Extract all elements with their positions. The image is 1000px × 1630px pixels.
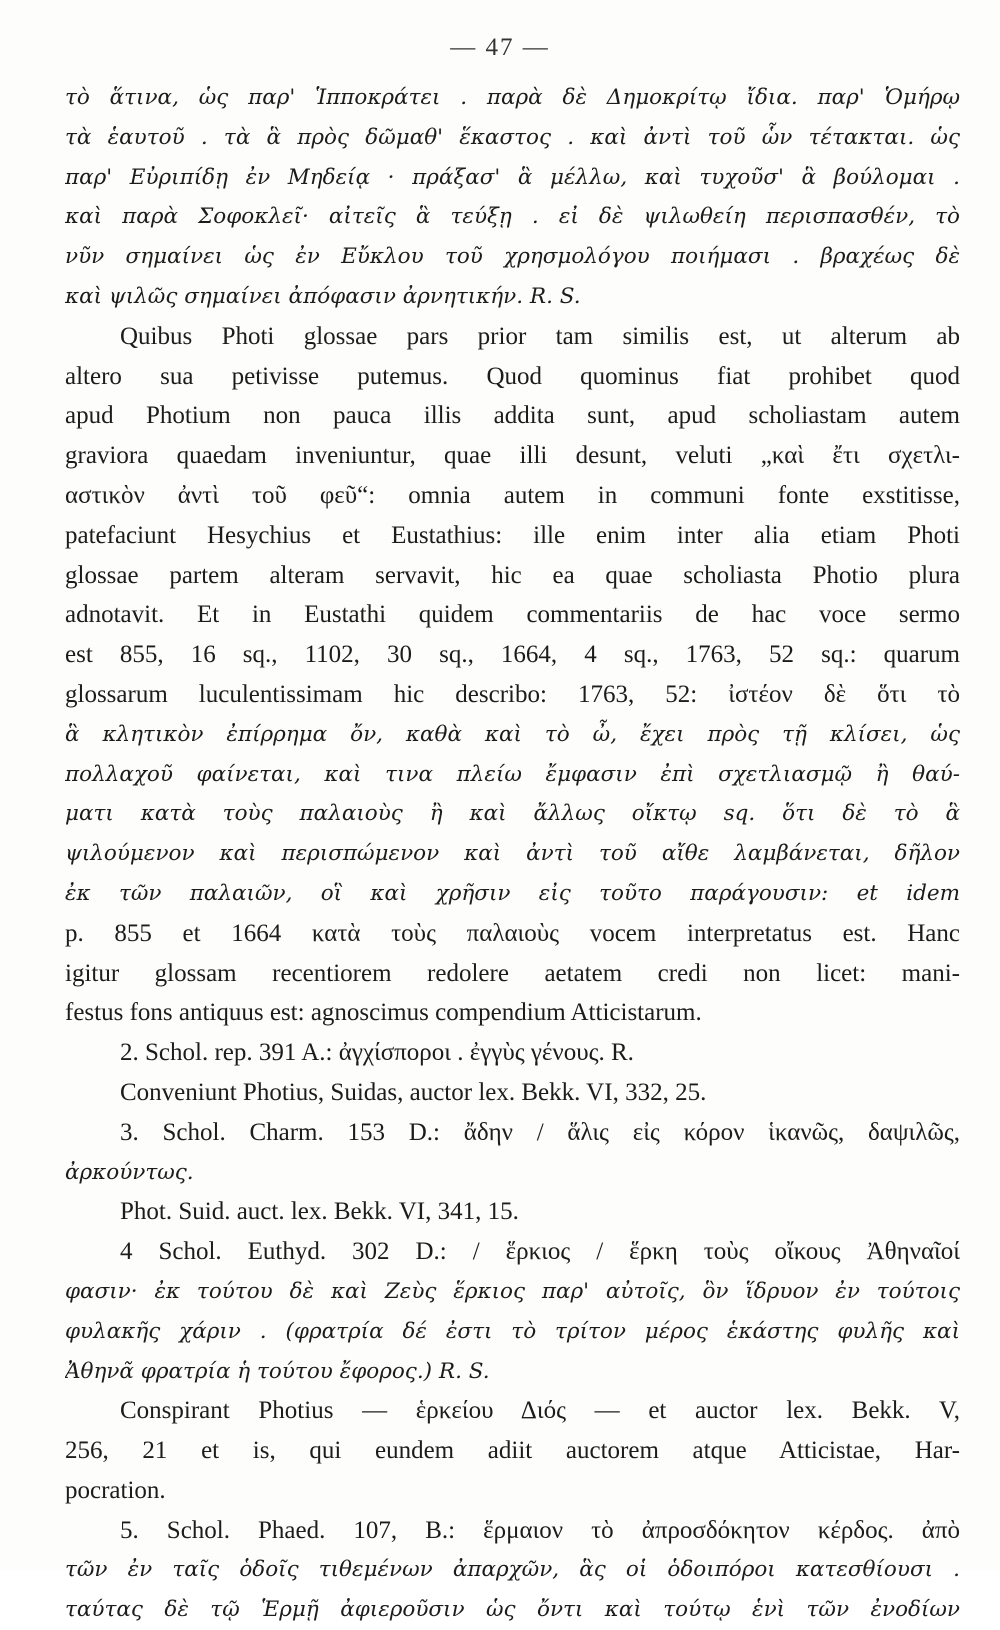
text-line: apud Photium non pauca illis addita sunt, apud scholiastam autem	[65, 402, 960, 430]
text-line: ἐκ τῶν παλαιῶν, οἳ καὶ χρῆσιν εἰς τοῦτο παράγουσιν: et idem	[65, 880, 960, 906]
text-line: 2. Schol. rep. 391 A.: ἀγχίσποροι . ἐγγὺς γένους. R.	[120, 1039, 634, 1067]
text-line: glossae partem alteram servavit, hic ea quae scholiasta Photio plura	[65, 561, 960, 589]
text-line: Quibus Photi glossae pars prior tam similis est, ut alterum ab	[120, 322, 960, 350]
text-line: τῶν ἐν ταῖς ὁδοῖς τιθεμένων ἀπαρχῶν, ἃς οἱ ὁδοιπόροι κατεσθίουσι .	[65, 1557, 960, 1583]
text-line: est 855, 16 sq., 1102, 30 sq., 1664, 4 sq., 1763, 52 sq.: quarum	[65, 641, 960, 669]
text-line: Ἀθηνᾶ φρατρία ἡ τούτου ἔφορος.) R. S.	[65, 1358, 490, 1384]
text-line: p. 855 et 1664 κατὰ τοὺς παλαιοὺς vocem interpretatus est. Hanc	[65, 919, 960, 947]
text-line: τὸ ἅτινα, ὡς παρ' Ἱπποκράτει . παρὰ δὲ Δημοκρίτῳ ἴδια. παρ' Ὁμήρῳ	[65, 85, 960, 110]
text-line: altero sua petivisse putemus. Quod quominus fiat prohibet quod	[65, 362, 960, 390]
text-line: Phot. Suid. auct. lex. Bekk. VI, 341, 15.	[120, 1198, 519, 1226]
text-line: ψιλούμενον καὶ περισπώμενον καὶ ἀντὶ τοῦ αἴθε λαμβάνεται, δῆλον	[65, 841, 960, 867]
text-line: πολλαχοῦ φαίνεται, καὶ τινα πλείω ἔμφασιν ἐπὶ σχετλιασμῷ ἢ θαύ-	[65, 761, 960, 787]
text-line: patefaciunt Hesychius et Eustathius: ille enim inter alia etiam Photi	[65, 521, 960, 549]
text-line: καὶ ψιλῶς σημαίνει ἀπόφασιν ἀρνητικήν. R. S.	[65, 283, 581, 309]
text-line: παρ' Εὐριπίδῃ ἐν Μηδείᾳ · πράξασ' ἃ μέλλω, καὶ τυχοῦσ' ἃ βούλομαι .	[65, 164, 960, 190]
text-line: festus fons antiquus est: agnoscimus compendium Atticistarum.	[65, 999, 702, 1027]
text-line: Conspirant Photius — ἑρκείου Διός — et auctor lex. Bekk. V,	[120, 1397, 960, 1425]
text-line: Conveniunt Photius, Suidas, auctor lex. Bekk. VI, 332, 25.	[120, 1078, 707, 1106]
page-number: — 47 —	[450, 34, 550, 61]
text-line: νῦν σημαίνει ὡς ἐν Εὔκλου τοῦ χρησμολόγου ποιήμασι . βραχέως δὲ	[65, 244, 960, 270]
text-line: καὶ παρὰ Σοφοκλεῖ· αἰτεῖς ἃ τεύξῃ . εἰ δὲ ψιλωθείη περισπασθέν, τὸ	[65, 204, 960, 230]
text-line: τὰ ἑαυτοῦ . τὰ ἃ πρὸς δῶμαθ' ἕκαστος . καὶ ἀντὶ τοῦ ὧν τέτακται. ὡς	[65, 124, 960, 150]
body-text	[65, 78, 960, 1630]
text-line: ματι κατὰ τοὺς παλαιοὺς ἢ καὶ ἄλλως οἴκτῳ sq. ὅτι δὲ τὸ ἃ	[65, 801, 960, 827]
text-line: 256, 21 et is, qui eundem adiit auctorem atque Atticistae, Har-	[65, 1437, 960, 1465]
text-line: 3. Schol. Charm. 153 D.: ἄδην / ἅλις εἰς κόρον ἱκανῶς, δαψιλῶς,	[120, 1118, 960, 1146]
text-line: adnotavit. Et in Eustathi quidem commentariis de hac voce sermo	[65, 601, 960, 629]
text-line: igitur glossam recentiorem redolere aetatem credi non licet: mani-	[65, 959, 960, 987]
text-line: φυλακῆς χάριν . (φρατρία δέ ἐστι τὸ τρίτον μέρος ἑκάστης φυλῆς καὶ	[65, 1318, 960, 1344]
text-line: 4 Schol. Euthyd. 302 D.: / ἕρκιος / ἕρκη τοὺς οἴκους Ἀθηναῖοί	[120, 1238, 960, 1266]
text-line: pocration.	[65, 1476, 166, 1504]
text-line: ἃ κλητικὸν ἐπίρρημα ὄν, καθὰ καὶ τὸ ὦ, ἔχει πρὸς τῇ κλίσει, ὡς	[65, 721, 960, 747]
text-line: glossarum luculentissimam hic describo: 1763, 52: ἰστέον δὲ ὅτι τὸ	[65, 680, 960, 708]
text-line: ταύτας δὲ τῷ Ἑρμῇ ἀφιεροῦσιν ὡς ὄντι καὶ τούτῳ ἑνὶ τῶν ἐνοδίων	[65, 1597, 960, 1623]
text-line: 5. Schol. Phaed. 107, B.: ἕρμαιον τὸ ἀπροσδόκητον κέρδος. ἀπὸ	[120, 1516, 960, 1544]
text-line: graviora quaedam inveniuntur, quae illi desunt, veluti „καὶ ἔτι σχετλι-	[65, 442, 960, 470]
text-line: αστικὸν ἀντὶ τοῦ φεῦ“: omnia autem in communi fonte exstitisse,	[65, 481, 960, 509]
text-line: φασιν· ἐκ τούτου δὲ καὶ Ζεὺς ἕρκιος παρ' αὐτοῖς, ὃν ἵδρυον ἐν τούτοις	[65, 1278, 960, 1304]
text-line: ἀρκούντως.	[65, 1159, 194, 1185]
